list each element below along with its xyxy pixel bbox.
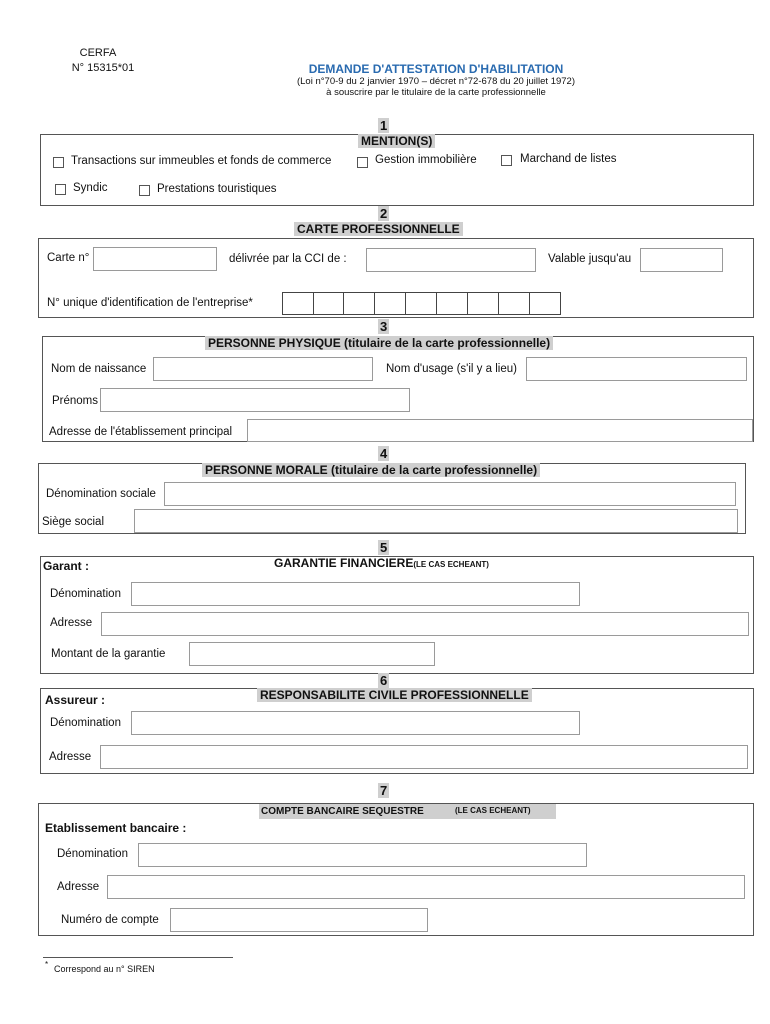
company-id-label: N° unique d'identification de l'entreprise* xyxy=(47,297,253,309)
usage-name-label: Nom d'usage (s'il y a lieu) xyxy=(386,363,517,375)
section-5-title-main: GARANTIE FINANCIERE xyxy=(274,556,414,570)
first-names-field[interactable] xyxy=(100,388,410,412)
valid-until-label: Valable jusqu'au xyxy=(548,253,632,265)
birth-name-field[interactable] xyxy=(153,357,373,381)
first-names-label: Prénoms xyxy=(52,395,99,407)
siren-digit-cell[interactable] xyxy=(436,292,468,315)
guarantor-address-label: Adresse xyxy=(50,617,93,629)
bank-label: Etablissement bancaire : xyxy=(45,821,187,835)
guarantor-name-label: Dénomination xyxy=(50,588,121,600)
guarantor-name-field[interactable] xyxy=(131,582,580,606)
cerfa-number: N° 15315*01 xyxy=(71,62,135,74)
siren-grid xyxy=(282,292,565,315)
guarantor-label: Garant : xyxy=(43,559,90,573)
checkbox-marchand[interactable] xyxy=(501,155,512,166)
section-5-number: 5 xyxy=(380,540,388,555)
checkbox-label-prestations: Prestations touristiques xyxy=(157,183,277,195)
head-office-field[interactable] xyxy=(134,509,738,533)
bank-address-field[interactable] xyxy=(107,875,745,899)
section-2-number: 2 xyxy=(380,206,388,221)
section-3-number: 3 xyxy=(380,319,388,334)
insurer-address-label: Adresse xyxy=(49,751,92,763)
guarantor-address-field[interactable] xyxy=(101,612,749,636)
cerfa-label: CERFA xyxy=(79,47,117,59)
account-number-field[interactable] xyxy=(170,908,428,932)
section-7-title: COMPTE BANCAIRE SEQUESTRE xyxy=(261,806,424,817)
siren-digit-cell[interactable] xyxy=(343,292,375,315)
valid-until-field[interactable] xyxy=(640,248,723,272)
main-address-label: Adresse de l'établissement principal xyxy=(49,426,233,438)
company-name-label: Dénomination sociale xyxy=(46,488,156,500)
usage-name-field[interactable] xyxy=(526,357,747,381)
delivered-by-field[interactable] xyxy=(366,248,536,272)
insurer-address-field[interactable] xyxy=(100,745,748,769)
section-2-title: CARTE PROFESSIONNELLE xyxy=(294,222,463,236)
guarantee-amount-label: Montant de la garantie xyxy=(51,648,166,660)
section-5-title-note: (LE CAS ECHEANT) xyxy=(413,560,489,569)
account-number-label: Numéro de compte xyxy=(61,914,159,926)
siren-digit-cell[interactable] xyxy=(467,292,499,315)
section-1-title: MENTION(S) xyxy=(358,134,435,148)
section-4-number: 4 xyxy=(380,446,388,461)
birth-name-label: Nom de naissance xyxy=(51,363,147,375)
footnote-text: Correspond au n° SIREN xyxy=(54,964,155,974)
siren-digit-cell[interactable] xyxy=(405,292,437,315)
insurer-name-field[interactable] xyxy=(131,711,580,735)
siren-digit-cell[interactable] xyxy=(529,292,561,315)
section-3-title: PERSONNE PHYSIQUE (titulaire de la carte professionnelle) xyxy=(205,336,553,350)
checkbox-gestion[interactable] xyxy=(357,157,368,168)
bank-name-field[interactable] xyxy=(138,843,587,867)
siren-digit-cell[interactable] xyxy=(498,292,530,315)
section-4-title: PERSONNE MORALE (titulaire de la carte professionnelle) xyxy=(202,463,540,477)
card-number-label: Carte n° xyxy=(47,252,90,264)
bank-name-label: Dénomination xyxy=(57,848,128,860)
siren-digit-cell[interactable] xyxy=(313,292,344,315)
checkbox-label-marchand: Marchand de listes xyxy=(520,153,617,165)
insurer-name-label: Dénomination xyxy=(50,717,121,729)
form-title: DEMANDE D'ATTESTATION D'HABILITATION xyxy=(308,62,564,76)
guarantee-amount-field[interactable] xyxy=(189,642,435,666)
checkbox-syndic[interactable] xyxy=(55,184,66,195)
section-5-title xyxy=(271,556,492,570)
checkbox-label-transactions: Transactions sur immeubles et fonds de commerce xyxy=(71,155,332,167)
section-1-number: 1 xyxy=(380,118,388,133)
checkbox-prestations[interactable] xyxy=(139,185,150,196)
checkbox-transactions[interactable] xyxy=(53,157,64,168)
form-law-reference: (Loi n°70-9 du 2 janvier 1970 – décret n°72-678 du 20 juillet 1972) xyxy=(296,76,575,87)
form-subtitle: à souscrire par le titulaire de la carte professionnelle xyxy=(326,87,546,98)
main-address-field[interactable] xyxy=(247,419,753,442)
checkbox-label-gestion: Gestion immobilière xyxy=(375,154,477,166)
card-number-field[interactable] xyxy=(93,247,217,271)
section-6-title: RESPONSABILITE CIVILE PROFESSIONNELLE xyxy=(257,688,532,702)
siren-digit-cell[interactable] xyxy=(374,292,406,315)
footnote-mark: * xyxy=(45,960,49,969)
delivered-by-label: délivrée par la CCI de : xyxy=(229,253,347,265)
insurer-label: Assureur : xyxy=(45,693,106,707)
siren-digit-cell[interactable] xyxy=(282,292,314,315)
footnote-separator xyxy=(43,957,233,958)
section-6-number: 6 xyxy=(380,673,388,688)
section-7-number: 7 xyxy=(380,783,388,798)
bank-address-label: Adresse xyxy=(57,881,100,893)
company-name-field[interactable] xyxy=(164,482,736,506)
checkbox-label-syndic: Syndic xyxy=(73,182,108,194)
head-office-label: Siège social xyxy=(42,516,105,528)
section-7-title-note: (LE CAS ECHEANT) xyxy=(455,806,531,815)
